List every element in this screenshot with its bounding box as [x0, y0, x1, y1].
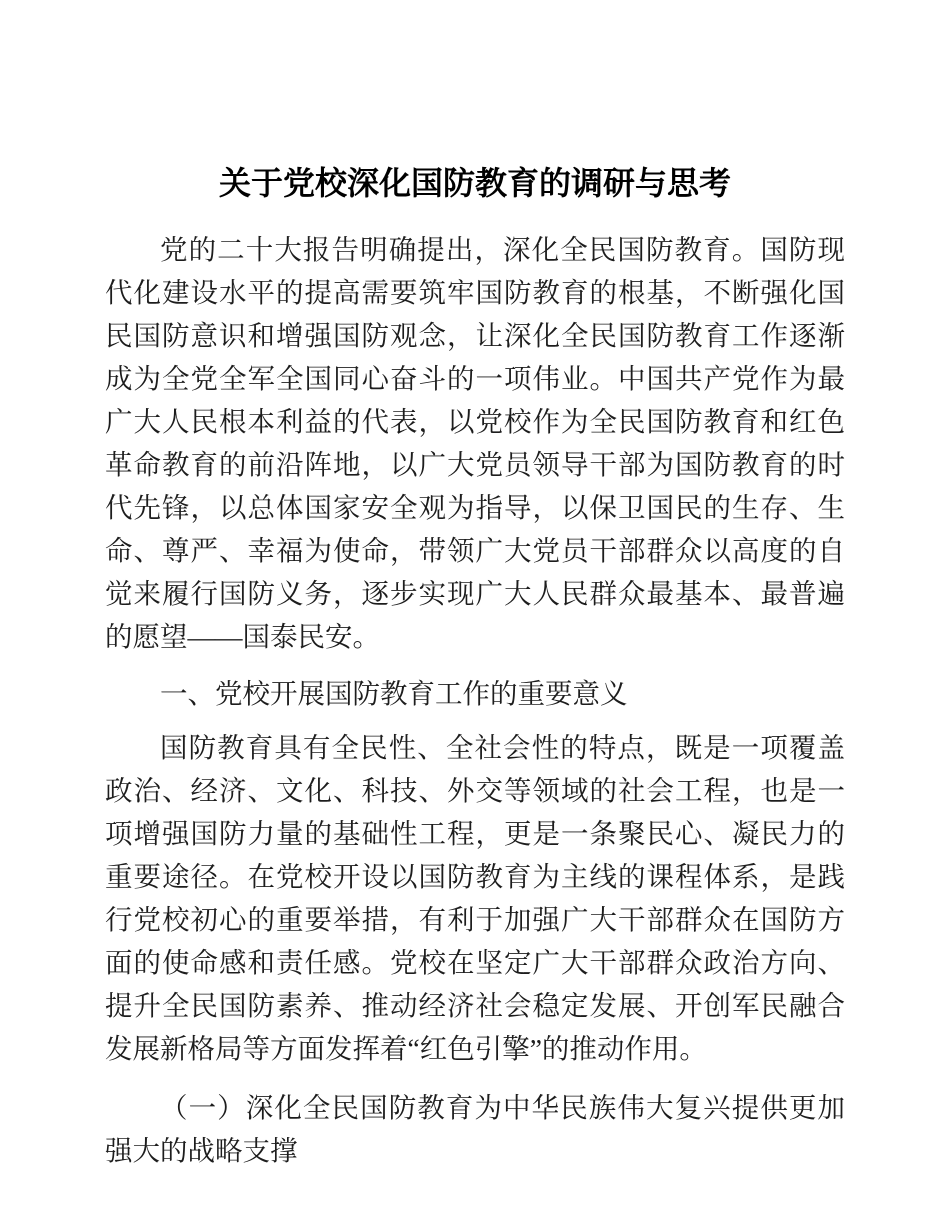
section-heading: 一、党校开展国防教育工作的重要意义 — [160, 678, 628, 709]
document-body — [105, 228, 845, 1172]
subsection-heading: （一）深化全民国防教育为中华民族伟大复兴提供更加强大的战略支撑 — [105, 1092, 845, 1166]
body-paragraph: 国防教育具有全民性、全社会性的特点，既是一项覆盖政治、经济、文化、科技、外交等领域的社会工程，也是一项增强国防力量的基础性工程，更是一条聚民心、凝民力的重要途径。在党校开设以国防教育为主线的课程体系，是践行党校初心的重要举措，有利于加强广大干部群众在国防方面的使命感和责任感。党校在坚定广大干部群众政治方向、提升全民国防素养、推动经济社会稳定发展、开创军民融合发展新格局等方面发挥着“红色引擎”的推动作用。 — [105, 732, 845, 1064]
body-paragraph: 党的二十大报告明确提出，深化全民国防教育。国防现代化建设水平的提高需要筑牢国防教育的根基，不断强化国民国防意识和增强国防观念，让深化全民国防教育工作逐渐成为全党全军全国同心奋斗的一项伟业。中国共产党作为最广大人民根本利益的代表，以党校作为全民国防教育和红色革命教育的前沿阵地，以广大党员领导干部为国防教育的时代先锋，以总体国家安全观为指导，以保卫国民的生存、生命、尊严、幸福为使命，带领广大党员干部群众以高度的自觉来履行国防义务，逐步实现广大人民群众最基本、最普遍的愿望——国泰民安。 — [105, 234, 845, 652]
document-title: 关于党校深化国防教育的调研与思考 — [218, 165, 731, 201]
